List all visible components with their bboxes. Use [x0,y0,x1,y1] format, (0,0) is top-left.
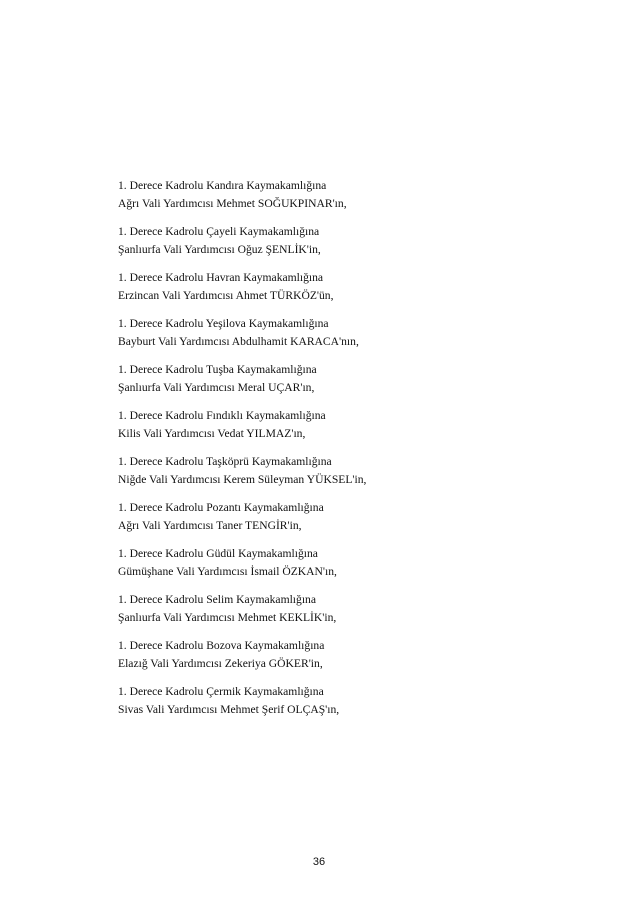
appointment-list [118,177,538,729]
appointment-entry [118,315,538,361]
appointee-line: Şanlıurfa Vali Yardımcısı Oğuz ŞENLİK'in, [118,243,321,256]
position-line: 1. Derece Kadrolu Taşköprü Kaymakamlığına [118,455,332,468]
appointee-line: Niğde Vali Yardımcısı Kerem Süleyman YÜKSEL'in, [118,473,367,486]
appointee-line: Kilis Vali Yardımcısı Vedat YILMAZ'ın, [118,427,306,440]
appointee-line: Elazığ Vali Yardımcısı Zekeriya GÖKER'in, [118,657,323,670]
appointment-entry [118,637,538,683]
appointee-line: Bayburt Vali Yardımcısı Abdulhamit KARACA'nın, [118,335,359,348]
page-number: 36 [312,856,326,868]
appointment-entry [118,683,538,729]
appointee-line: Erzincan Vali Yardımcısı Ahmet TÜRKÖZ'ün, [118,289,334,302]
appointee-line: Şanlıurfa Vali Yardımcısı Meral UÇAR'ın, [118,381,315,394]
appointment-entry [118,407,538,453]
position-line: 1. Derece Kadrolu Pozantı Kaymakamlığına [118,501,324,514]
appointment-entry [118,177,538,223]
appointment-entry [118,453,538,499]
position-line: 1. Derece Kadrolu Selim Kaymakamlığına [118,593,316,606]
appointment-entry [118,591,538,637]
position-line: 1. Derece Kadrolu Bozova Kaymakamlığına [118,639,325,652]
appointment-entry [118,269,538,315]
appointment-entry [118,499,538,545]
appointment-entry [118,361,538,407]
appointee-line: Ağrı Vali Yardımcısı Taner TENGİR'in, [118,519,302,532]
position-line: 1. Derece Kadrolu Tuşba Kaymakamlığına [118,363,317,376]
position-line: 1. Derece Kadrolu Çayeli Kaymakamlığına [118,225,320,238]
appointee-line: Sivas Vali Yardımcısı Mehmet Şerif OLÇAŞ'ın, [118,703,340,716]
position-line: 1. Derece Kadrolu Güdül Kaymakamlığına [118,547,318,560]
position-line: 1. Derece Kadrolu Havran Kaymakamlığına [118,271,324,284]
appointee-line: Şanlıurfa Vali Yardımcısı Mehmet KEKLİK'in, [118,611,337,624]
appointee-line: Ağrı Vali Yardımcısı Mehmet SOĞUKPINAR'ın, [118,197,347,210]
position-line: 1. Derece Kadrolu Fındıklı Kaymakamlığına [118,409,326,422]
appointment-entry [118,545,538,591]
position-line: 1. Derece Kadrolu Yeşilova Kaymakamlığına [118,317,329,330]
appointee-line: Gümüşhane Vali Yardımcısı İsmail ÖZKAN'ın, [118,565,337,578]
appointment-entry [118,223,538,269]
position-line: 1. Derece Kadrolu Kandıra Kaymakamlığına [118,179,327,192]
position-line: 1. Derece Kadrolu Çermik Kaymakamlığına [118,685,324,698]
